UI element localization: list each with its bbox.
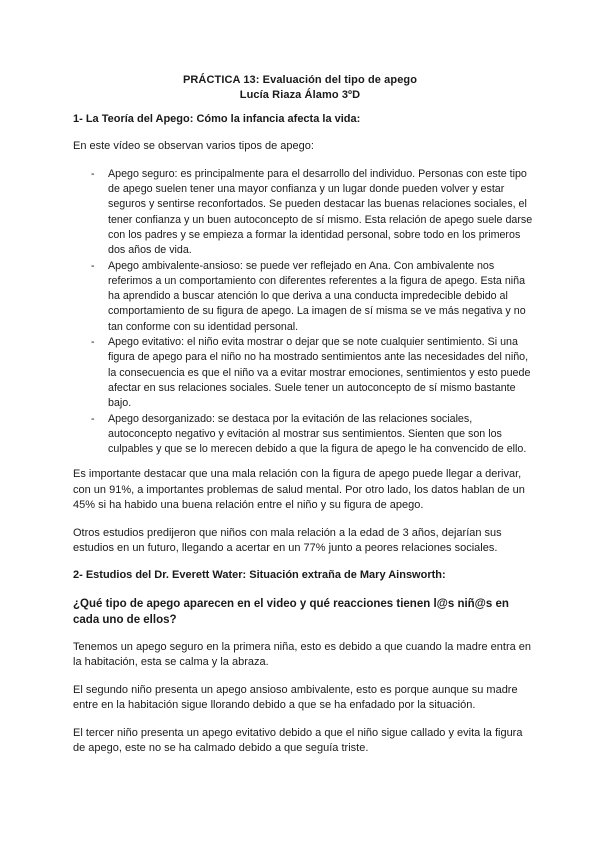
list-item-text: Apego seguro: es principalmente para el desarrollo del individuo. Personas con este tipo de apego suelen tener una mayor confianza y un lugar donde pueden volver y estar seguros y sentirse reconfortados. Se pueden destacar las buenas relaciones sociales, el tener confianza y un buen autoconcepto de sí mismo. Esta relación de apego suele darse con los padres y se empieza a formar la identidad personal, sobre todo en los primeros dos años de vida. [108,167,533,257]
list-item [73,259,533,335]
author-line: Lucía Riaza Álamo 3ºD [239,89,361,101]
section-1-intro: En este vídeo se observan varios tipos de apego: [73,140,314,153]
document-title: PRÁCTICA 13: Evaluación del tipo de apego [182,74,418,86]
list-item-text: Apego desorganizado: se destaca por la evitación de las relaciones sociales, autoconcepto negativo y evitación al mostrar sus sentimientos. Sienten que son los culpables y que se lo merecen debido a que la figura de apego le ha convencido de ello. [108,412,527,456]
document-body [73,112,533,768]
section-2-heading: 2- Estudios del Dr. Everett Water: Situación extraña de Mary Ainsworth: [73,569,446,582]
bullet-marker: - [91,336,95,349]
list-item [73,335,533,411]
list-item [73,167,533,259]
title-block [0,73,600,103]
list-item-text: Apego ambivalente-ansioso: se puede ver reflejado en Ana. Con ambivalente nos referimos a un comportamiento con diferentes referentes a la figura de apego. Esta niña ha aprendido a buscar atención lo que deriva a una conducta impredecible debido al comportamiento de su figura de apego. La imagen de sí misma se ve más negativa y no tan conforme con su identidad personal. [108,259,526,333]
studies-paragraph: Otros estudios predijeron que niños con mala relación a la edad de 3 años, dejarían sus estudios en un futuro, llegando a acertar en un 77% junto a peores relaciones sociales. [73,526,502,555]
bullet-marker: - [91,412,95,425]
attachment-types-list [73,167,533,458]
statistics-paragraph: Es importante destacar que una mala relación con la figura de apego puede llegar a derivar, con un 91%, a importantes problemas de salud mental. Por otro lado, los datos hablan de un 45% si ha habido una buena relación entre el niño y su figura de apego. [73,468,525,512]
answer-paragraph: Tenemos un apego seguro en la primera niña, esto es debido a que cuando la madre entra en la habitación, esta se calma y la abraza. [73,640,532,669]
list-item-text: Apego evitativo: el niño evita mostrar o dejar que se note cualquier sentimiento. Si una figura de apego para el niño no ha mostrado sentimientos ante las necesidades del niño, la consecuencia es que el niño va a evitar mostrar emociones, sentimientos y esto puede afectar en sus relaciones sociales. Suele tener un autoconcepto de sí mismo bastante bajo. [108,336,531,410]
section-2-question: ¿Qué tipo de apego aparecen en el video y qué reacciones tienen l@s niñ@s en cada uno de ellos? [73,597,509,626]
bullet-marker: - [91,167,95,180]
list-item [73,412,533,458]
bullet-marker: - [91,259,95,272]
section-1-heading: 1- La Teoría del Apego: Cómo la infancia afecta la vida: [73,113,361,125]
answer-paragraph: El tercer niño presenta un apego evitativo debido a que el niño sigue callado y evita la figura de apego, este no se ha calmado debido a que seguía triste. [73,726,523,754]
answer-paragraph: El segundo niño presenta un apego ansioso ambivalente, esto es porque aunque su madre entre en la habitación sigue llorando debido a que se ha enfadado por la situación. [73,683,518,712]
